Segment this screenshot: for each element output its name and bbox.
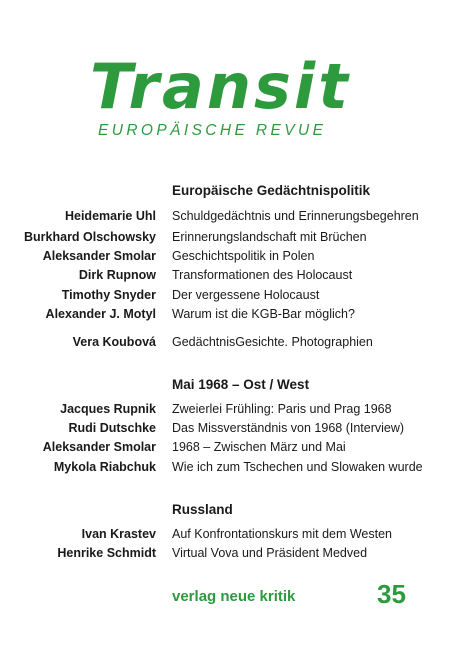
entry-title: Geschichtspolitik in Polen (172, 249, 315, 263)
logo-title: Transit (90, 50, 351, 123)
entry-author: Rudi Dutschke (68, 421, 156, 435)
entry-author: Aleksander Smolar (42, 440, 156, 454)
section-heading: Russland (172, 502, 233, 517)
toc-entry (0, 335, 474, 354)
toc-entry (0, 402, 474, 421)
entry-title: Das Missverständnis von 1968 (Interview) (172, 421, 405, 435)
entry-author: Burkhard Olschowsky (24, 230, 156, 244)
entry-author: Vera Koubová (72, 335, 156, 349)
entry-title: Auf Konfrontationskurs mit dem Westen (172, 527, 393, 541)
entry-author: Dirk Rupnow (78, 268, 156, 282)
entry-title: Schuldgedächtnis und Erinnerungsbegehren (172, 209, 419, 223)
toc-entry (0, 440, 474, 459)
toc-entry (0, 288, 474, 307)
entry-author: Jacques Rupnik (60, 402, 156, 416)
toc-entry (0, 527, 474, 546)
entry-author: Mykola Riabchuk (53, 460, 156, 474)
toc-entry (0, 249, 474, 268)
entry-title: Warum ist die KGB-Bar möglich? (172, 307, 355, 321)
logo-subtitle: EUROPÄISCHE REVUE (98, 122, 327, 139)
publisher-name: verlag neue kritik (172, 588, 296, 605)
toc-entry (0, 421, 474, 440)
toc-entry (0, 460, 474, 479)
entry-title: Erinnerungslandschaft mit Brüchen (172, 230, 367, 244)
toc-entry (0, 307, 474, 326)
entry-title: 1968 – Zwischen März und Mai (172, 440, 346, 454)
entry-title: Transformationen des Holocaust (172, 268, 353, 282)
section-heading: Europäische Gedächtnispolitik (172, 183, 371, 198)
toc-entry (0, 230, 474, 249)
entry-title: Zweierlei Frühling: Paris und Prag 1968 (172, 402, 392, 416)
section-heading: Mai 1968 – Ost / West (172, 377, 310, 392)
entry-author: Henrike Schmidt (57, 546, 156, 560)
toc-entry (0, 268, 474, 287)
issue-number: 35 (377, 579, 406, 609)
toc-entry (0, 209, 474, 228)
entry-title: Der vergessene Holocaust (172, 288, 320, 302)
toc-entry (0, 546, 474, 565)
entry-author: Aleksander Smolar (42, 249, 156, 263)
entry-author: Heidemarie Uhl (64, 209, 156, 223)
entry-title: Wie ich zum Tschechen und Slowaken wurde (172, 460, 423, 474)
entry-title: Virtual Vova und Präsident Medved (172, 546, 368, 560)
entry-author: Ivan Krastev (81, 527, 156, 541)
entry-title: GedächtnisGesichte. Photographien (172, 335, 373, 349)
entry-author: Alexander J. Motyl (45, 307, 156, 321)
entry-author: Timothy Snyder (61, 288, 156, 302)
